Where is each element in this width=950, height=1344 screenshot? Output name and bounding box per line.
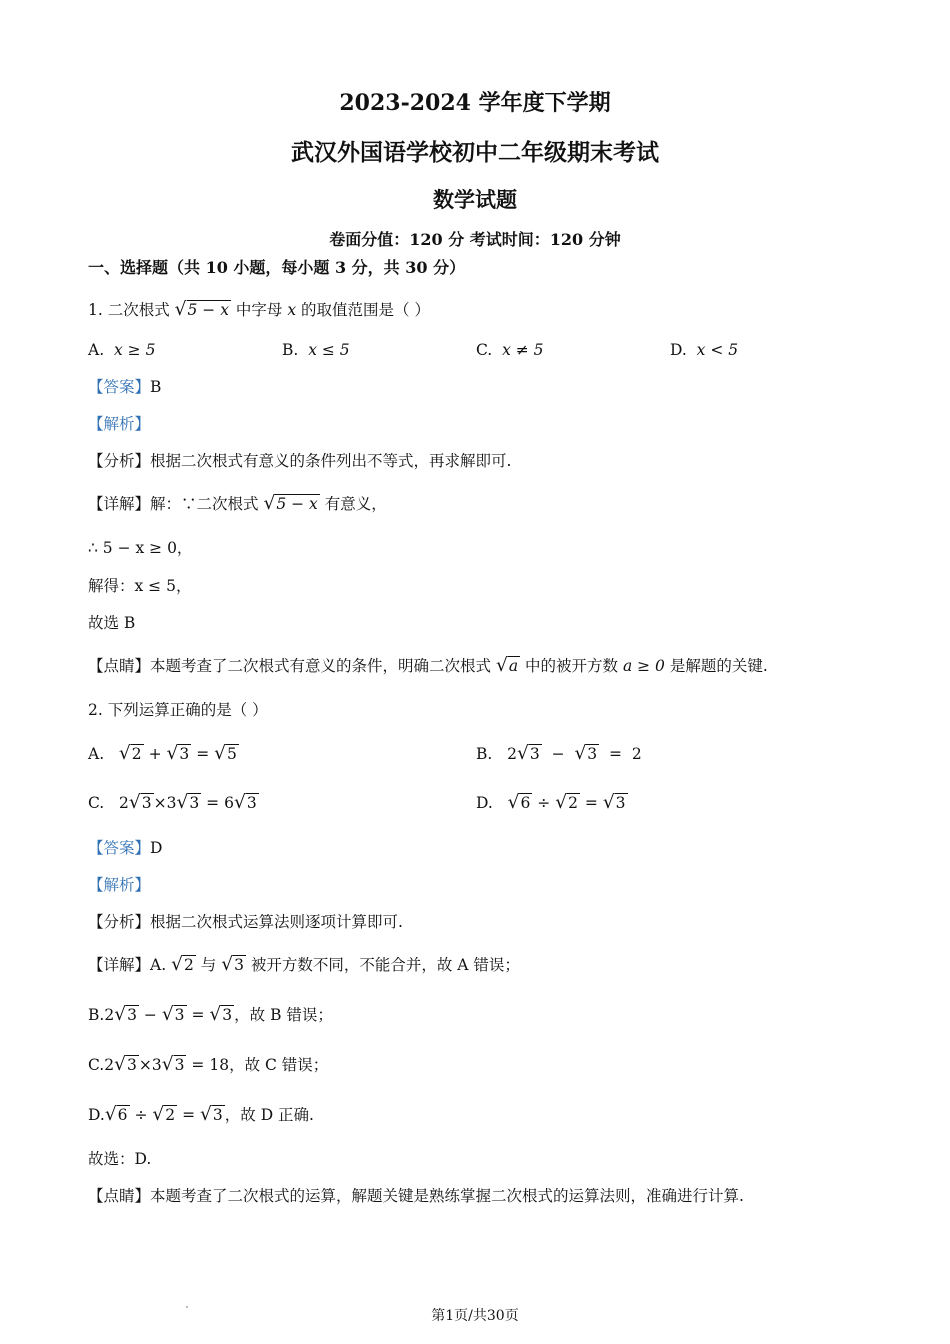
q1-option-d: D. x < 5	[670, 341, 739, 359]
q2-detail-c: C.2√3 ×3√3 = 18，故 C 错误；	[88, 1054, 329, 1075]
q1-choose: 故选 B	[88, 614, 136, 632]
q2-dianjing: 【点睛】本题考查了二次根式的运算，解题关键是熟练掌握二次根式的运算法则，准确进行计算.	[88, 1187, 744, 1205]
q1-step-1: ∴ 5 − x ≥ 0，	[88, 539, 193, 557]
q1-option-b: B. x ≤ 5	[282, 341, 350, 359]
title-school: 武汉外国语学校初中二年级期末考试	[291, 139, 659, 166]
title-subject: 数学试题	[433, 187, 517, 212]
q2-fenxi: 【分析】根据二次根式运算法则逐项计算即可.	[88, 913, 403, 931]
q2-option-d: D. √6 ÷ √2 = √3	[476, 792, 626, 813]
q2-option-b: B. 2√3 − √3 = 2	[476, 743, 642, 764]
q2-detail-a: 【详解】A. √2 与 √3 被开方数不同，不能合并，故 A 错误；	[88, 954, 520, 975]
sqrt-expression: √5 − x	[263, 493, 318, 514]
q1-analysis-tag: 【解析】	[88, 415, 151, 433]
q1-option-c: C. x ≠ 5	[476, 341, 544, 359]
section-heading: 一、选择题（共 10 小题，每小题 3 分，共 30 分）	[88, 258, 466, 277]
question-1-stem: 1. 二次根式 √5 − x 中字母 x 的取值范围是（ ）	[88, 299, 430, 320]
q2-detail-b: B.2√3 − √3 = √3 ，故 B 错误；	[88, 1004, 333, 1025]
q2-choose: 故选：D.	[88, 1150, 152, 1168]
q2-option-a: A. √2 + √3 = √5	[88, 743, 237, 764]
q2-detail-d: D.√6 ÷ √2 = √3 ，故 D 正确.	[88, 1104, 314, 1125]
q2-answer: 【答案】D	[88, 839, 163, 857]
sqrt-expression: √a	[495, 655, 519, 676]
sqrt-expression: √5 − x	[174, 299, 229, 320]
q1-step-2: 解得：x ≤ 5，	[88, 577, 192, 595]
q2-analysis-tag: 【解析】	[88, 876, 151, 894]
q1-option-a: A. x ≥ 5	[88, 341, 156, 359]
title-year: 2023-2024 学年度下学期	[339, 90, 611, 116]
q1-answer: 【答案】B	[88, 378, 162, 396]
q1-fenxi: 【分析】根据二次根式有意义的条件列出不等式，再求解即可.	[88, 452, 512, 470]
question-2-stem: 2. 下列运算正确的是（ ）	[88, 701, 268, 719]
exam-info: 卷面分值：120 分 考试时间：120 分钟	[329, 230, 621, 249]
page-footer: 第1页/共30页	[431, 1308, 519, 1324]
q1-dianjing: 【点睛】本题考查了二次根式有意义的条件，明确二次根式 √a 中的被开方数 a ≥ 0 是解题的关键.	[88, 655, 768, 676]
q2-option-c: C. 2√3 ×3√3 = 6√3	[88, 792, 257, 813]
q1-detail: 【详解】解：∵二次根式 √5 − x 有意义，	[88, 493, 387, 514]
